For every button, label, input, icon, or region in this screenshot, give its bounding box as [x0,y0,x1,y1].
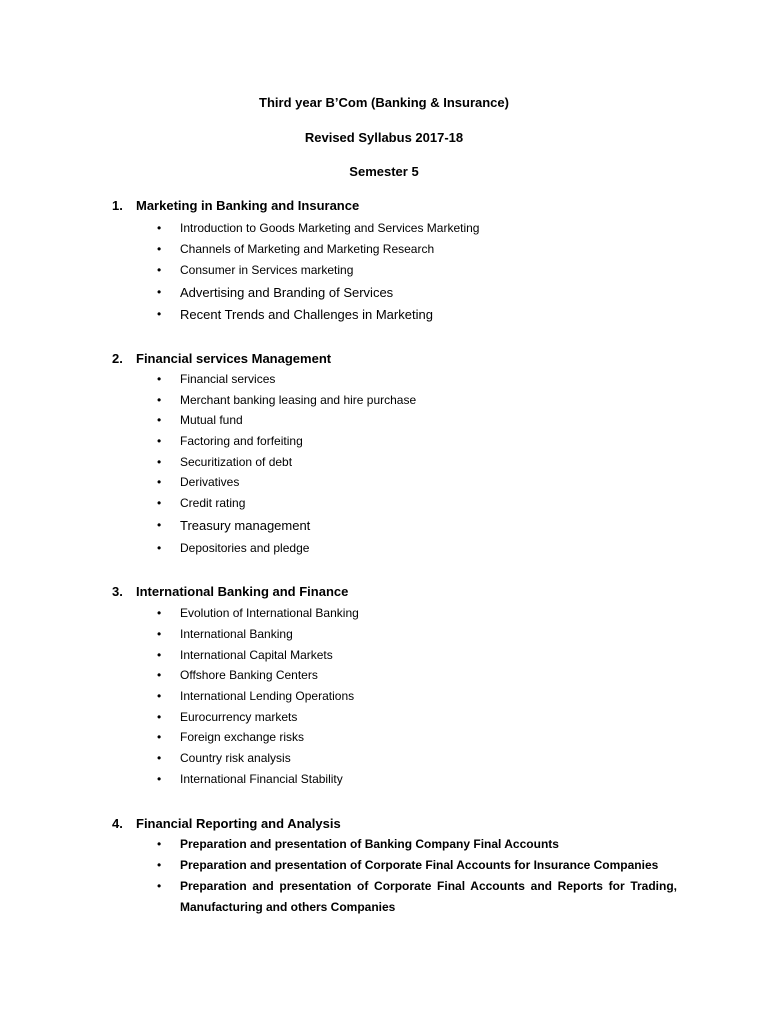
bullet-icon: • [157,772,162,786]
section-heading: 2. Financial services Management [112,351,332,366]
bullet-icon: • [157,668,162,682]
bullet-icon: • [157,751,162,765]
bullet-icon: • [157,710,162,724]
bullet-icon: • [157,372,162,386]
doc-title: Third year B’Com (Banking & Insurance) [259,95,509,110]
bullet-icon: • [157,837,162,851]
section-heading: 4. Financial Reporting and Analysis [112,816,341,831]
bullet-icon: • [157,285,162,299]
bullet-icon: • [157,475,162,489]
bullet-icon: • [157,221,162,235]
bullet-icon: • [157,307,162,321]
bullet-icon: • [157,393,162,407]
bullet-icon: • [157,455,162,469]
bullet-icon: • [157,606,162,620]
semester-label: Semester 5 [349,164,419,179]
bullet-icon: • [157,242,162,256]
bullet-icon: • [157,648,162,662]
bullet-icon: • [157,627,162,641]
bullet-icon: • [157,689,162,703]
section-heading: 1. Marketing in Banking and Insurance [112,198,360,213]
bullet-icon: • [157,858,162,872]
bullet-icon: • [157,496,162,510]
section-heading: 3. International Banking and Finance [112,584,349,599]
bullet-icon: • [157,879,162,893]
bullet-icon: • [157,263,162,277]
doc-subtitle: Revised Syllabus 2017-18 [304,130,464,145]
syllabus-page: Third year B’Com (Banking & Insurance) Revised Syllabus 2017-18 Semester 5 1. Marketing in Banking and Insurance • Introduction to Goods Marketing and Services Marketing • Channels of Marketing and Marketing Research • Consumer in Services marketing • Advertising and Branding of Services • Recent Trends and Challenges in Marketing 2. Financial services Management • Financial services • Merchant banking leasing and hire purchase • Mutual fund • Factoring and forfeiting • Securitization of debt • Derivatives • Credit rating • Treasury management • Depositories and pledge 3. International Banking and Finance • Evolution of International Banking • International Banking • International Capital Markets • Offshore Banking Centers • International Lending Operations • Eurocurrency markets • Foreign exchange risks • Country risk analysis • International Financial Stability 4. Financial Reporting and Analysis • Preparation and presentation of Banking Company Final Accounts • Preparation and presentation of Corporate Final Accounts for Insurance Companies • Preparation and presentation of Corporate Final Accounts and Reports for Trading, Manufacturing and others Companies [0,0,768,1024]
bullet-icon: • [157,518,162,532]
bullet-icon: • [157,730,162,744]
bullet-icon: • [157,541,162,555]
bullet-icon: • [157,434,162,448]
bullet-icon: • [157,413,162,427]
